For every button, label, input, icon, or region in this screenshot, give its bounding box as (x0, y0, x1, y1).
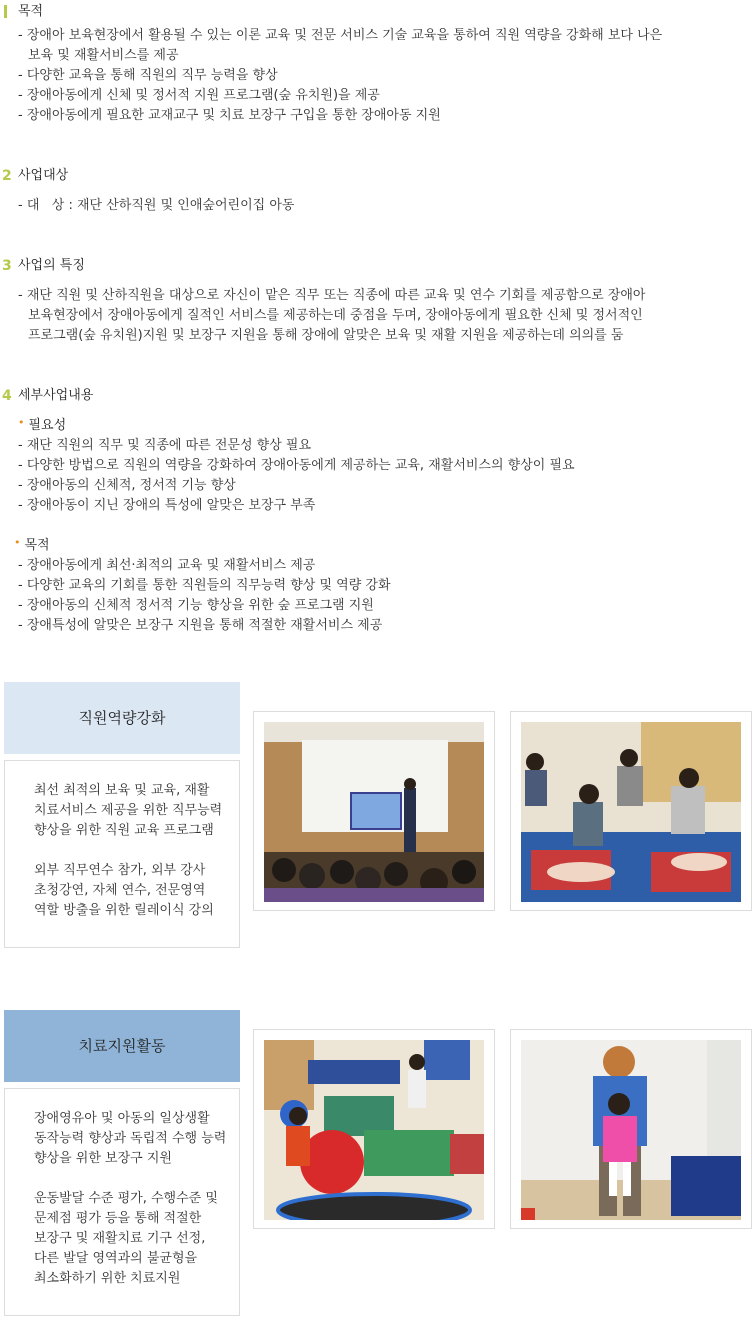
text-line: - 장애아 보육현장에서 활용될 수 있는 이론 교육 및 전문 서비스 기술 교육을 통하여 직원 역량을 강화해 보다 나은 (18, 28, 663, 43)
subsection-title: 목적 (24, 538, 50, 553)
bullet-icon: • (14, 536, 21, 549)
section-title: 목적 (18, 4, 44, 19)
lecture-photo (264, 722, 484, 902)
section-purpose (0, 2, 755, 123)
assistive-device-photo (521, 1040, 741, 1220)
section-title: 사업대상 (18, 168, 69, 183)
text-line: 보육현장에서 장애아동에게 질적인 서비스를 제공하는데 중점을 두며, 장애아동에게 필요한 신체 및 정서적인 (28, 308, 643, 323)
text-line: - 장애특성에 알맞은 보장구 지원을 통해 적절한 재활서비스 제공 (18, 618, 383, 633)
text-line: - 장애아동의 신체적 정서적 기능 향상을 위한 숲 프로그램 지원 (18, 598, 374, 613)
photo-frame (510, 1029, 752, 1229)
photo-frame (253, 1029, 495, 1229)
therapy-room-photo (264, 1040, 484, 1220)
text-line: - 장애아동의 신체적, 정서적 기능 향상 (18, 478, 236, 493)
description-line: 초청강연, 자체 연수, 전문영역 (34, 883, 206, 898)
photo-frame (510, 711, 752, 911)
description-line: 역할 방출을 위한 릴레이식 강의 (34, 903, 214, 918)
section-details (0, 386, 755, 633)
description-line: 향상을 위한 직원 교육 프로그램 (34, 823, 214, 838)
text-line: - 다양한 교육을 통해 직원의 직무 능력을 향상 (18, 68, 278, 83)
text-line: - 장애아동에게 신체 및 정서적 지원 프로그램(숲 유치원)을 제공 (18, 88, 380, 103)
description-line: 장애영유아 및 아동의 일상생활 (34, 1111, 210, 1126)
text-line: 프로그램(숲 유치원)지원 및 보장구 지원을 통해 장애에 알맞은 보육 및 재활 지원을 제공하는데 의의를 둠 (28, 328, 624, 343)
section-target (0, 166, 755, 213)
text-line: - 장애아동에게 최선·최적의 교육 및 재활서비스 제공 (18, 558, 316, 573)
description-line: 보장구 및 재활치료 기구 선정, (34, 1231, 206, 1246)
subsection-title: 필요성 (28, 418, 67, 433)
section-number: 2 (2, 168, 12, 184)
program-title-box (4, 1010, 240, 1082)
section-features (0, 256, 755, 343)
description-line: 운동발달 수준 평가, 수행수준 및 (34, 1191, 218, 1206)
text-line: - 장애아동이 지닌 장애의 특성에 알맞은 보장구 부족 (18, 498, 316, 513)
program-description-box (4, 1088, 240, 1316)
description-line: 최선 최적의 보육 및 교육, 재활 (34, 783, 210, 798)
section-number: 3 (2, 258, 12, 274)
program-title: 치료지원활동 (78, 1037, 166, 1055)
text-line: - 다양한 교육의 기회를 통한 직원들의 직무능력 향상 및 역량 강화 (18, 578, 391, 593)
description-line: 최소화하기 위한 치료지원 (34, 1271, 181, 1286)
section-title: 사업의 특징 (18, 258, 85, 273)
section-title: 세부사업내용 (18, 388, 94, 403)
section-marker-bar (4, 5, 7, 18)
text-line: 보육 및 재활서비스를 제공 (28, 48, 179, 63)
description-line: 향상을 위한 보장구 지원 (34, 1151, 172, 1166)
section-number: 4 (2, 388, 12, 404)
program-description-box (4, 760, 240, 948)
description-line: 문제점 평가 등을 통해 적절한 (34, 1211, 202, 1226)
text-line: - 다양한 방법으로 직원의 역량을 강화하여 장애아동에게 제공하는 교육, 재활서비스의 향상이 필요 (18, 458, 575, 473)
text-line: - 장애아동에게 필요한 교재교구 및 치료 보장구 구입을 통한 장애아동 지원 (18, 108, 441, 123)
bullet-icon: • (18, 416, 25, 429)
photo-frame (253, 711, 495, 911)
description-line: 치료서비스 제공을 위한 직무능력 (34, 803, 223, 818)
cpr-training-photo (521, 722, 741, 902)
description-line: 동작능력 향상과 독립적 수행 능력 (34, 1131, 227, 1146)
subsection-goal (14, 536, 575, 556)
text-line: - 재단 직원의 직무 및 직종에 따른 전문성 향상 필요 (18, 438, 312, 453)
program-title: 직원역량강화 (78, 709, 166, 727)
text-line: - 재단 직원 및 산하직원을 대상으로 자신이 맡은 직무 또는 직종에 따른 교육 및 연수 기회를 제공함으로 장애아 (18, 288, 646, 303)
program-title-box (4, 682, 240, 754)
description-line: 다른 발달 영역과의 불균형을 (34, 1251, 198, 1266)
subsection-need (18, 416, 575, 436)
description-line: 외부 직무연수 참가, 외부 강사 (34, 863, 206, 878)
text-line: - 대 상 : 재단 산하직원 및 인애숲어린이집 아동 (18, 198, 295, 213)
